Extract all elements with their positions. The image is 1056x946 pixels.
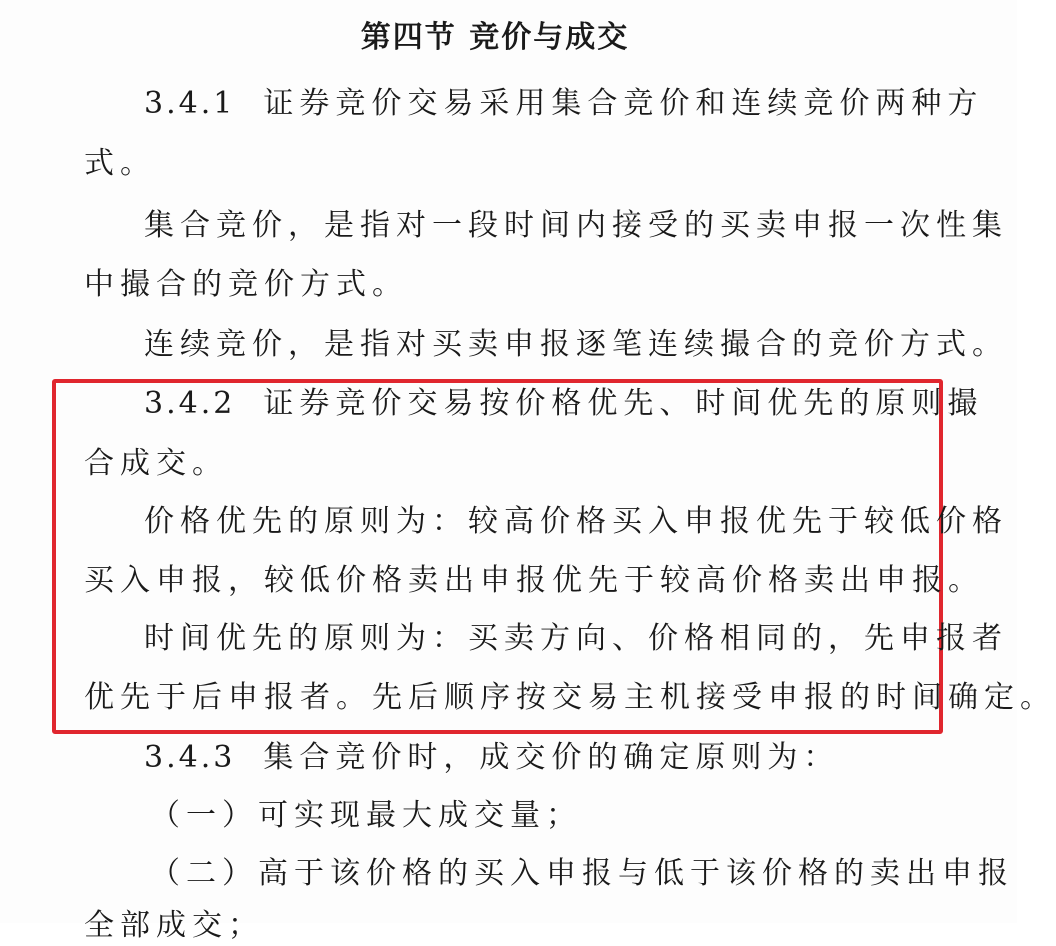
paragraph-3-4-3-line1 bbox=[144, 738, 839, 778]
list-item-1: （一）可实现最大成交量； bbox=[150, 798, 582, 833]
jihe-definition-line1: 集合竞价，是指对一段时间内接受的买卖申报一次性集 bbox=[144, 208, 1008, 243]
clause-number-3-4-1: 3.4.1 bbox=[144, 86, 236, 121]
list-item-2: （二）高于该价格的买入申报与低于该价格的卖出申报 bbox=[150, 856, 1014, 891]
list-item-2-continuation bbox=[84, 906, 264, 943]
time-priority-line1: 时间优先的原则为：买卖方向、价格相同的，先申报者 bbox=[144, 621, 1008, 656]
clause-number-3-4-3: 3.4.3 bbox=[144, 740, 236, 775]
clause-text-3-4-1: 证券竞价交易采用集合竞价和连续竞价两种方 bbox=[263, 86, 984, 121]
clause-number-3-4-2: 3.4.2 bbox=[144, 386, 236, 421]
jihe-definition-line2: 中撮合的竞价方式。 bbox=[84, 267, 408, 302]
price-priority-line1: 价格优先的原则为：较高价格买入申报优先于较低价格 bbox=[144, 504, 1008, 539]
list-item-2-continuation-text: 全部成交； bbox=[84, 908, 264, 943]
paragraph-3-4-2-line1 bbox=[144, 384, 983, 424]
paragraph-3-4-2-line2: 合成交。 bbox=[84, 446, 228, 481]
clause-text-3-4-2: 证券竞价交易按价格优先、时间优先的原则撮 bbox=[263, 386, 984, 421]
clause-text-3-4-3: 集合竞价时，成交价的确定原则为： bbox=[263, 740, 840, 775]
time-priority-line2: 优先于后申报者。先后顺序按交易主机接受申报的时间确定。 bbox=[84, 680, 1056, 715]
lianxu-definition-line: 连续竞价，是指对买卖申报逐笔连续撮合的竞价方式。 bbox=[144, 327, 1008, 362]
price-priority-line2: 买入申报，较低价格卖出申报优先于较高价格卖出申报。 bbox=[84, 563, 984, 598]
paragraph-3-4-1-line2: 式。 bbox=[84, 146, 156, 181]
section-title: 第四节 竞价与成交 bbox=[360, 20, 630, 55]
paragraph-3-4-1-line1 bbox=[144, 84, 983, 124]
